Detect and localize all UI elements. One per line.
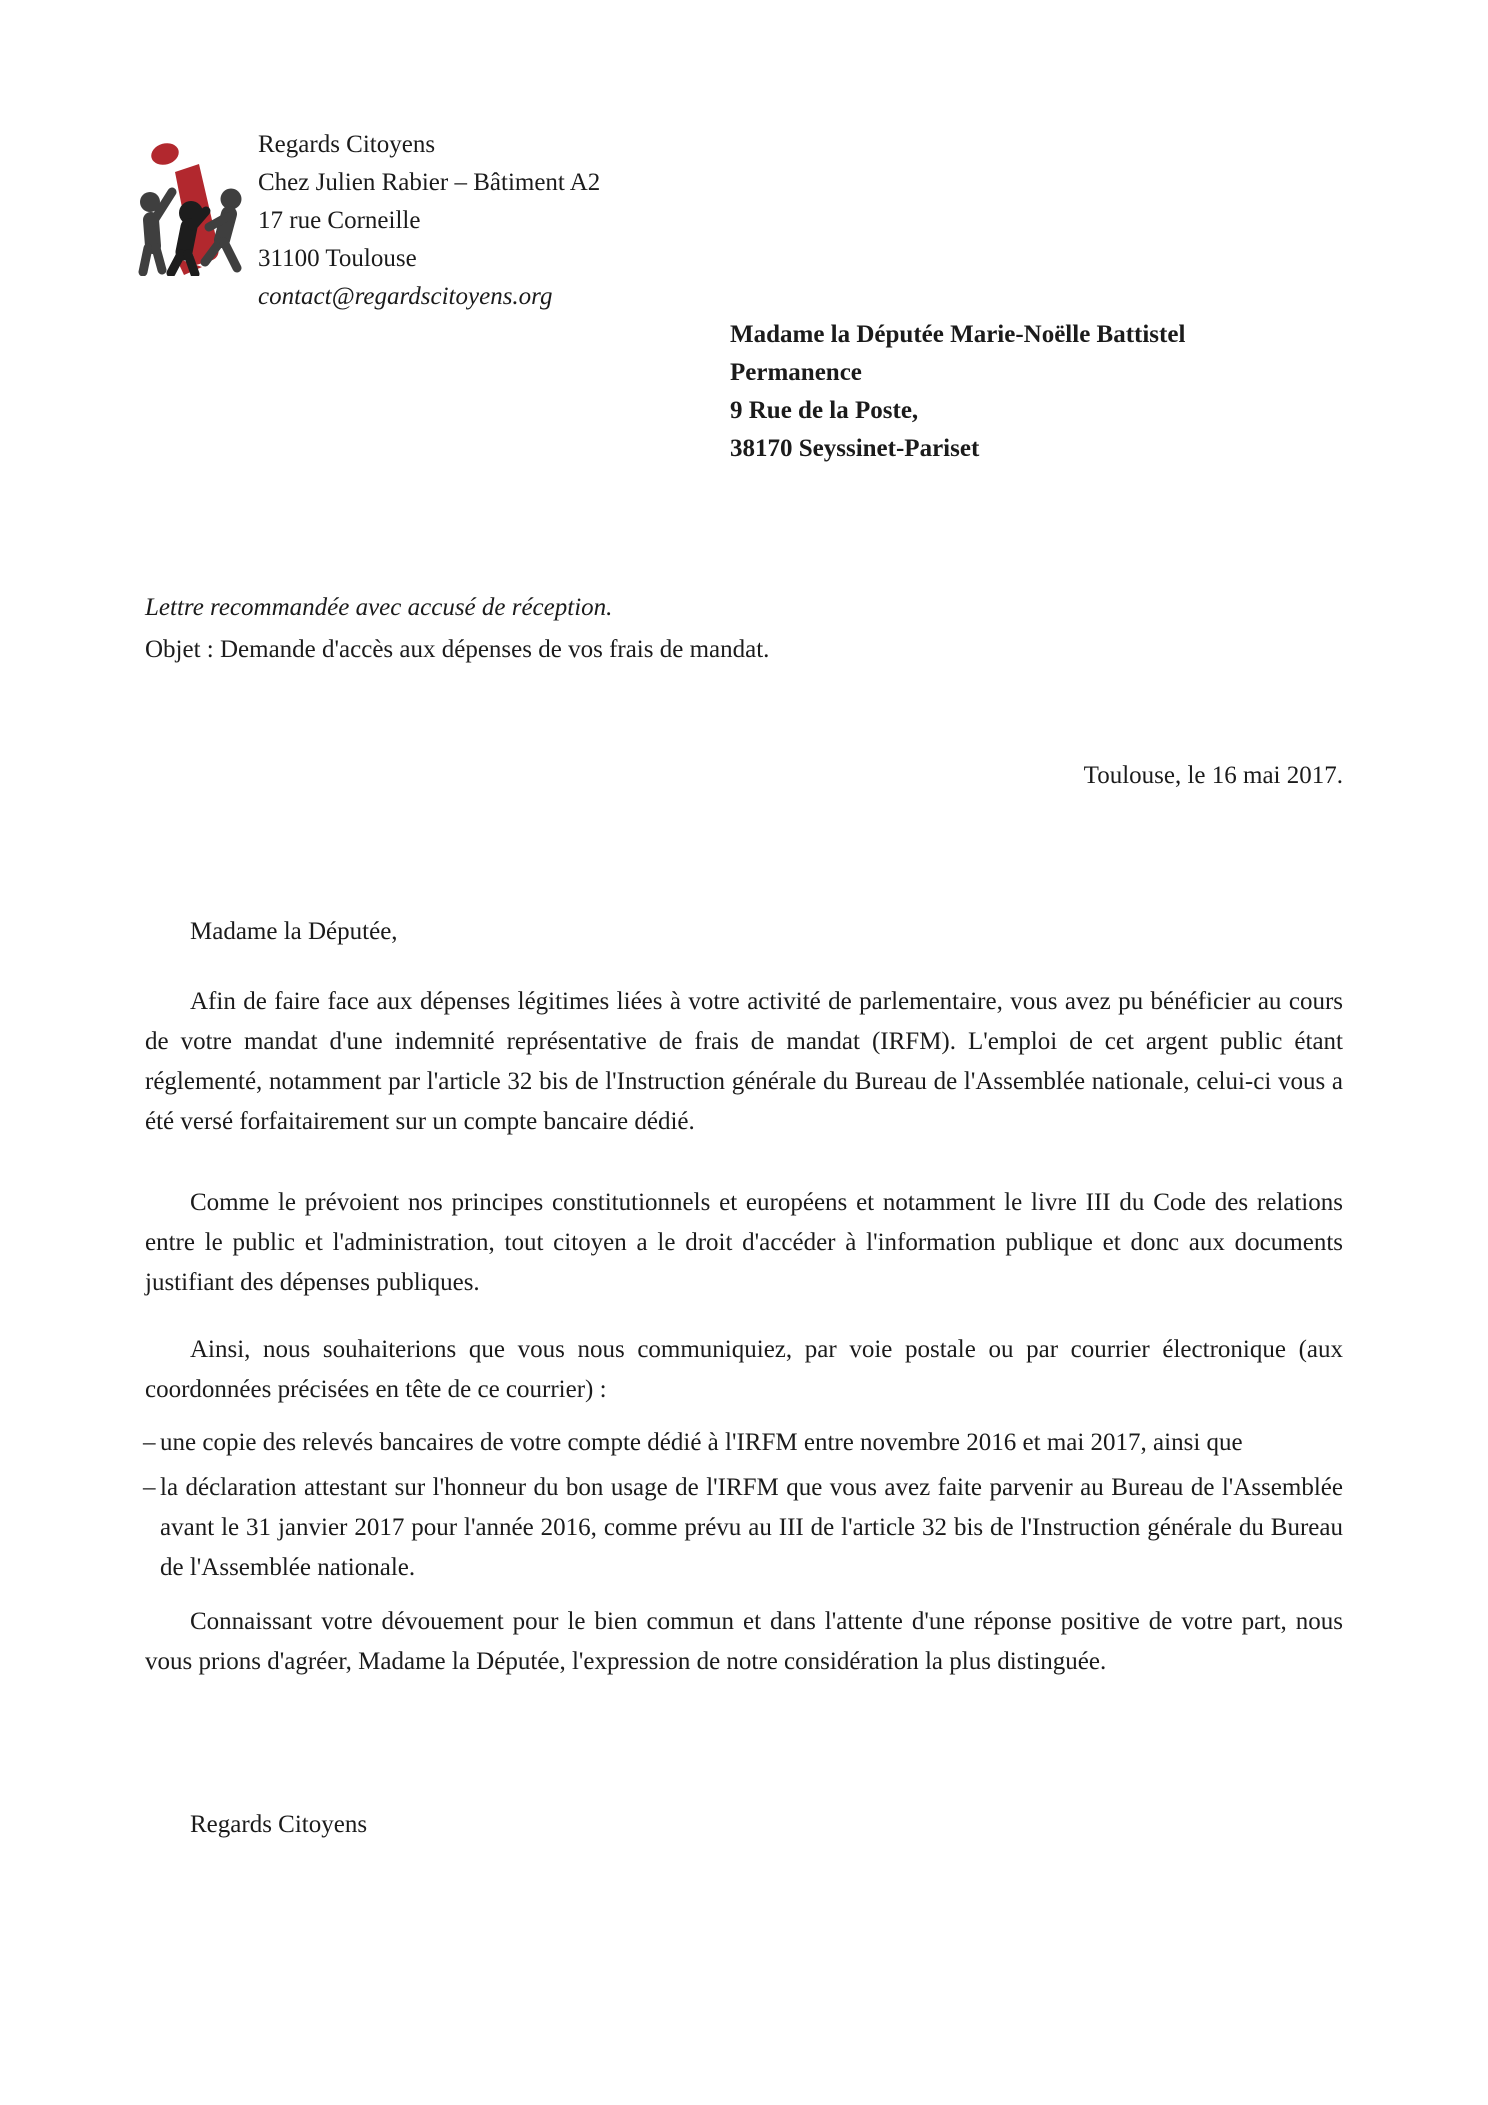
registered-mail-notice: Lettre recommandée avec accusé de réception. xyxy=(145,594,613,621)
signature: Regards Citoyens xyxy=(190,1811,368,1838)
dateline: Toulouse, le 16 mai 2017. xyxy=(1083,762,1343,789)
sender-address-block xyxy=(258,126,600,316)
recipient-address-line: 9 Rue de la Poste, xyxy=(730,397,919,424)
dash-marker: – xyxy=(143,1474,156,1501)
logo-svg xyxy=(138,100,250,276)
body-paragraph: Ainsi, nous souhaiterions que vous nous communiquiez, par voie postale ou par courrier électronique (aux coordonnées précisées en tête de ce courrier) : xyxy=(145,1336,1343,1403)
list-item-text: une copie des relevés bancaires de votre compte dédié à l'IRFM entre novembre 2016 et mai 2017, ainsi que xyxy=(160,1429,1243,1456)
body-paragraph: Comme le prévoient nos principes constitutionnels et européens et notamment le livre III du Code des relations entre le public et l'administration, tout citoyen a le droit d'accéder à l'information publique et donc aux documents justifiant des dépenses publiques. xyxy=(145,1189,1343,1296)
sender-address-line: 17 rue Corneille xyxy=(258,207,421,234)
closing-paragraph: Connaissant votre dévouement pour le bien commun et dans l'attente d'une réponse positive de votre part, nous vous prions d'agréer, Madame la Députée, l'expression de notre considération la plus distinguée. xyxy=(145,1608,1343,1675)
body-paragraph: Afin de faire face aux dépenses légitimes liées à votre activité de parlementaire, vous avez pu bénéficier au cours de votre mandat d'une indemnité représentative de frais de mandat (IRFM). L'emploi de cet argent public étant réglementé, notamment par l'article 32 bis de l'Instruction générale du Bureau de l'Assemblée nationale, celui-ci vous a été versé forfaitairement sur un compte bancaire dédié. xyxy=(145,988,1343,1135)
letter-body xyxy=(145,912,1343,1845)
recipient-name: Madame la Députée Marie-Noëlle Battistel xyxy=(730,321,1186,348)
recipient-address-line: 38170 Seyssinet-Pariset xyxy=(730,435,980,462)
list-item xyxy=(145,1468,1343,1588)
sender-address-line: Chez Julien Rabier – Bâtiment A2 xyxy=(258,169,601,196)
subject-line: Objet : Demande d'accès aux dépenses de vos frais de mandat. xyxy=(145,636,770,663)
list-item xyxy=(145,1423,1343,1463)
request-list xyxy=(145,1423,1343,1588)
regards-citoyens-logo-icon xyxy=(138,100,250,276)
recipient-address-line: Permanence xyxy=(730,359,862,386)
salutation: Madame la Députée, xyxy=(190,918,398,945)
recipient-address-block xyxy=(730,316,1185,468)
sender-name: Regards Citoyens xyxy=(258,131,436,158)
list-item-text: la déclaration attestant sur l'honneur du bon usage de l'IRFM que vous avez faite parvenir au Bureau de l'Assemblée avant le 31 janvier 2017 pour l'année 2016, comme prévu au III de l'article 32 bis de l'Instruction générale du Bureau de l'Assemblée nationale. xyxy=(160,1474,1343,1581)
sender-email: contact@regardscitoyens.org xyxy=(258,283,553,310)
dash-marker: – xyxy=(143,1429,156,1456)
sender-address-line: 31100 Toulouse xyxy=(258,245,417,272)
